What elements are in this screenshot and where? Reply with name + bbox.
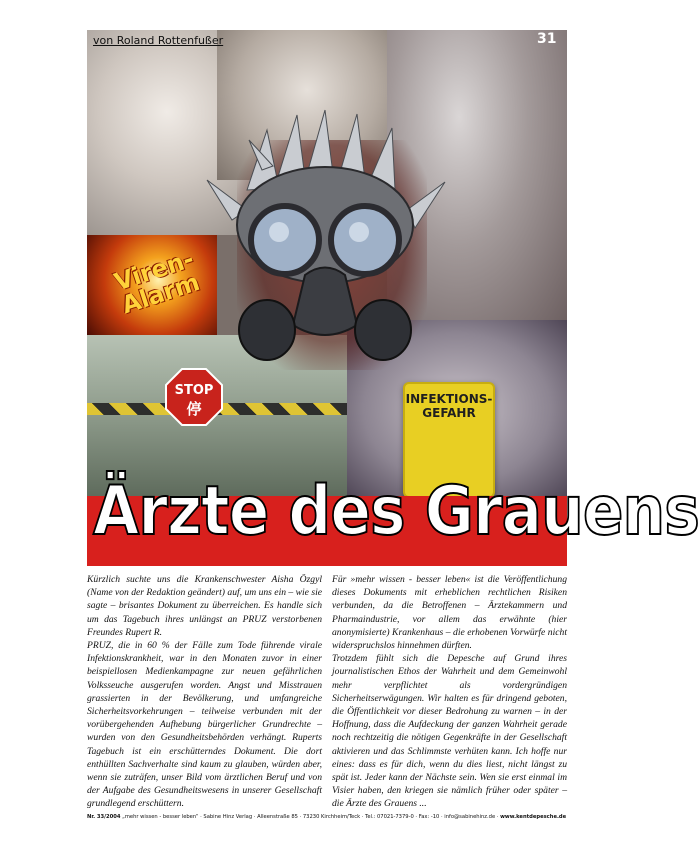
- page-number: 31: [537, 31, 557, 47]
- paragraph: Kürzlich suchte uns die Krankenschwester Aisha Özgyl (Name von der Redaktion geändert) auf, um uns ein – wie sie sagte – brisantes Dokument zu überreichen. Es handle sich um das Tagebuch ihres unlängst an PRUZ verstorbenen Freundes Rupert R.: [87, 574, 323, 638]
- stop-sign-subtext: 停: [186, 400, 202, 418]
- issue-number: Nr. 33/2004: [87, 814, 121, 820]
- cover-collage-image: [87, 30, 567, 497]
- article-title: Ärzte des Grauens: [93, 472, 699, 551]
- paragraph: PRUZ, die in 60 % der Fälle zum Tode führende virale Infektionskrankheit, war in den Monaten zuvor in einer beispiellosen Medienkampagne zur neuen gefährlichen Volksseuche ausgerufen worden. Angst und Misstrauen grassierten in der Bevölkerung, und umfangreiche Sicherheitsvorkehrungen – teilweise verbunden mit der vorübergehenden Aufhebung bürgerlicher Grundrechte – wurden von den Gesundheitsbehörden verhängt. Ruperts Tagebuch ist ein erschütterndes Dokument. Die dort enthüllten Sachverhalte sind kaum zu glauben, würden aber, wenn sie zuträfen, unser Bild vom ärztlichen Beruf und von der Aufgabe des Gesundheitswesens in unserer Gesellschaft grundlegend erschüttern.: [87, 640, 322, 810]
- page-footer: [87, 814, 569, 820]
- paragraph: Für »mehr wissen - besser leben« ist die Veröffentlichung dieses Dokuments mit erheblichen rechtlichen Risiken verbunden, da die Betroffenen – Ärztekammern und Pharmaindustrie, vor allem das erwähnte (hier anonymisierte) Krankenhaus – die erhobenen Vorwürfe nicht widerspruchslos hinnehmen dürften.: [332, 574, 567, 652]
- website-link[interactable]: www.kentdepesche.de: [500, 814, 567, 820]
- stop-sign-text: STOP: [174, 383, 214, 398]
- virus-alarm-label: Viren- Alarm: [110, 244, 203, 320]
- paragraph: Trotzdem fühlt sich die Depesche auf Grund ihres journalistischen Ethos der Wahrheit und dem Gemeinwohl mehr verpflichtet als vordergründigen Sicherheitserwägungen. Wir halten es für dringend geboten, die Öffentlichkeit vor dieser Bedrohung zu warnen – in der Hoffnung, dass die Aufdeckung der ganzen Wahrheit gerade noch rechtzeitig die nötigen Gegenkräfte in der Gesellschaft aktivieren und das Schlimmste verhüten kann. Ich hoffe nur eines: dass es für dich, wenn du dies liest, nicht längst zu spät ist. Jeder kann der Nächste sein. Wen sie erst einmal im Visier haben, den kriegen sie nämlich früher oder später – die Ärzte des Grauens ...: [332, 653, 567, 810]
- author-byline: von Roland Rottenfußer: [93, 34, 224, 47]
- publisher-info: „mehr wissen - besser leben“ · Sabine Hinz Verlag · Alleenstraße 85 · 73230 Kirchheim/Teck · Tel.: 07021-7379-0 · Fax: -10 · info@sabinehinz.de ·: [120, 814, 501, 820]
- stop-sign-icon: [165, 368, 223, 426]
- infection-warning-text: INFEKTIONS- GEFAHR: [405, 392, 493, 420]
- article-column-right: [332, 573, 567, 811]
- article-column-left: [87, 573, 322, 811]
- spiked-gas-mask-icon: [207, 110, 447, 370]
